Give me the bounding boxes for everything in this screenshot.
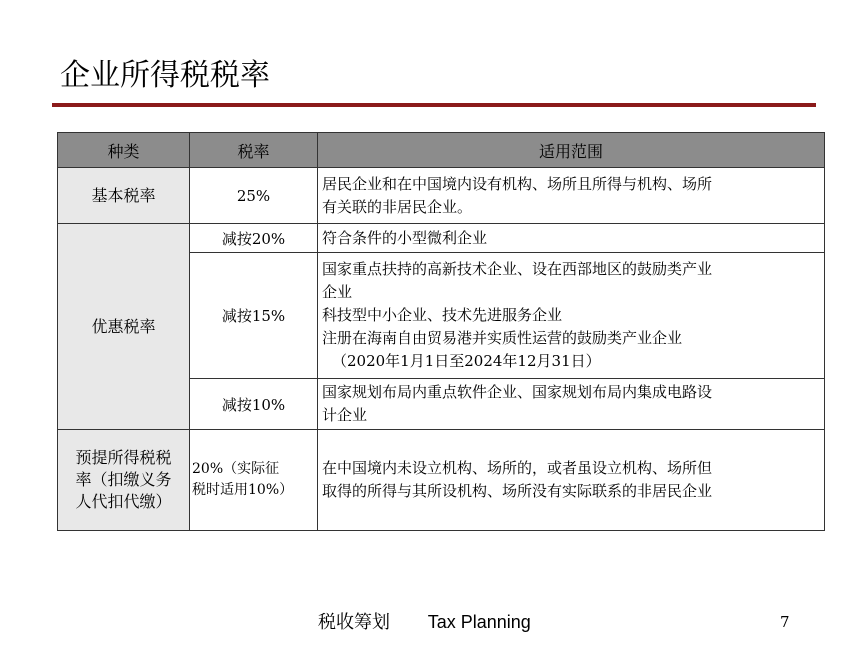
scope-line: 国家重点扶持的高新技术企业、设在西部地区的鼓励类产业 — [322, 260, 713, 278]
header-category: 种类 — [58, 133, 190, 168]
category-line: 人代扣代缴） — [75, 492, 172, 511]
scope-line: 取得的所得与其所设机构、场所没有实际联系的非居民企业 — [322, 482, 713, 500]
scope-line: 国家规划布局内重点软件企业、国家规划布局内集成电路设 — [322, 383, 713, 401]
footer-english: Tax Planning — [427, 612, 531, 632]
header-rate: 税率 — [190, 133, 318, 168]
footer — [318, 609, 531, 636]
scope-line: 计企业 — [322, 406, 368, 424]
category-line: 率（扣缴义务 — [75, 470, 172, 489]
footer-chinese: 税收筹划 — [318, 612, 390, 633]
scope-line: 注册在海南自由贸易港并实质性运营的鼓励类产业企业 — [322, 329, 683, 347]
rate-line: 20%（实际征 — [192, 461, 280, 477]
scope-line: 有关联的非居民企业。 — [322, 197, 473, 216]
scope-line: 在中国境内未设立机构、场所的，或者虽设立机构、场所但 — [322, 459, 713, 477]
rate-cell: 减按10% — [190, 379, 318, 430]
category-line: 预提所得税税 — [75, 448, 172, 467]
scope-line: 科技型中小企业、技术先进服务企业 — [322, 306, 563, 324]
title-divider — [52, 103, 816, 107]
category-cell — [58, 430, 190, 531]
table-row — [58, 224, 825, 253]
rate-cell: 减按15% — [190, 253, 318, 379]
scope-line: 符合条件的小型微利企业 — [322, 228, 488, 247]
tax-rate-table — [57, 132, 825, 531]
scope-line: 企业 — [322, 283, 353, 301]
category-cell: 基本税率 — [58, 168, 190, 224]
table-row — [58, 430, 825, 531]
scope-cell — [318, 168, 825, 224]
scope-cell — [318, 430, 825, 531]
rate-cell — [190, 430, 318, 531]
category-cell: 优惠税率 — [58, 224, 190, 430]
table-header-row — [58, 133, 825, 168]
scope-cell — [318, 253, 825, 379]
scope-cell — [318, 224, 825, 253]
rate-cell: 25% — [190, 168, 318, 224]
page-number: 7 — [780, 613, 790, 631]
header-scope: 适用范围 — [318, 133, 825, 168]
scope-line: （2020年1月1日至2024年12月31日） — [332, 352, 601, 370]
table-row — [58, 168, 825, 224]
rate-line: 税时适用10%） — [192, 482, 294, 498]
scope-line: 居民企业和在中国境内设有机构、场所且所得与机构、场所 — [322, 174, 713, 193]
page-title: 企业所得税税率 — [60, 58, 270, 93]
rate-cell: 减按20% — [190, 224, 318, 253]
scope-cell — [318, 379, 825, 430]
